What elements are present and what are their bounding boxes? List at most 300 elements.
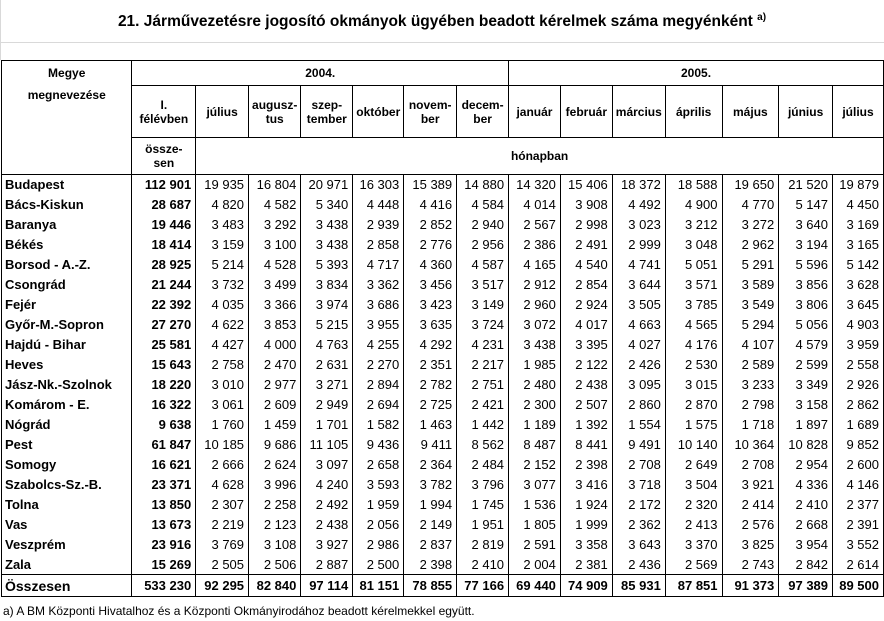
month-value: 2 609 [249,395,301,415]
total-month-value: 91 373 [722,575,779,597]
month-value: 2 414 [722,495,779,515]
month-value: 3 504 [665,475,722,495]
month-value: 3 552 [833,535,884,555]
month-value: 2 631 [301,355,353,375]
month-value: 3 644 [612,275,665,295]
month-value: 3 438 [509,335,561,355]
table-row [2,315,884,335]
month-value: 2 492 [301,495,353,515]
month-value: 4 255 [353,335,404,355]
month-value: 5 291 [722,255,779,275]
month-value: 4 176 [665,335,722,355]
month-value: 3 456 [404,275,457,295]
month-value: 3 571 [665,275,722,295]
month-value: 2 258 [249,495,301,515]
header-month-2004-09-l2: tember [306,111,347,126]
month-value: 1 959 [353,495,404,515]
data-table [1,60,884,597]
header-month-2004-09-l1: szep- [311,97,343,112]
month-value: 4 427 [196,335,249,355]
month-value: 4 336 [779,475,833,495]
month-value: 2 484 [457,455,509,475]
month-value: 10 828 [779,435,833,455]
month-value: 3 517 [457,275,509,295]
header-month-2005-03: március [612,86,665,138]
table-row [2,455,884,475]
month-value: 19 935 [196,175,249,195]
month-value: 1 582 [353,415,404,435]
header-osszesen-l1: össze- [145,142,183,156]
county-name: Szabolcs-Sz.-B. [2,475,132,495]
month-value: 5 056 [779,315,833,335]
table-row [2,175,884,195]
month-value: 2 436 [612,555,665,575]
header-month-2005-02: február [560,86,612,138]
county-total: 13 673 [132,515,196,535]
month-value: 4 579 [779,335,833,355]
month-value: 5 147 [779,195,833,215]
month-value: 2 854 [560,275,612,295]
county-total: 19 446 [132,215,196,235]
month-value: 2 998 [560,215,612,235]
month-value: 3 362 [353,275,404,295]
month-value: 2 567 [509,215,561,235]
month-value: 3 643 [612,535,665,555]
month-value: 4 492 [612,195,665,215]
month-value: 3 505 [612,295,665,315]
month-value: 4 663 [612,315,665,335]
total-row [2,575,884,597]
month-value: 3 149 [457,295,509,315]
month-value: 2 591 [509,535,561,555]
county-name: Somogy [2,455,132,475]
month-value: 3 292 [249,215,301,235]
month-value: 8 562 [457,435,509,455]
month-value: 3 395 [560,335,612,355]
county-total: 23 916 [132,535,196,555]
month-value: 3 769 [196,535,249,555]
month-value: 3 635 [404,315,457,335]
month-value: 3 996 [249,475,301,495]
month-value: 3 233 [722,375,779,395]
month-value: 3 366 [249,295,301,315]
month-value: 2 939 [353,215,404,235]
month-value: 2 624 [249,455,301,475]
county-total: 18 414 [132,235,196,255]
county-total: 16 322 [132,395,196,415]
month-value: 2 558 [833,355,884,375]
month-value: 4 292 [404,335,457,355]
table-body [2,175,884,597]
header-megye: Megye [2,61,132,86]
month-value: 1 536 [509,495,561,515]
month-value: 2 924 [560,295,612,315]
month-value: 3 974 [301,295,353,315]
county-name: Komárom - E. [2,395,132,415]
month-value: 16 303 [353,175,404,195]
month-value: 4 584 [457,195,509,215]
header-osszesen-l2: sen [153,156,175,170]
month-value: 3 782 [404,475,457,495]
month-value: 2 426 [612,355,665,375]
table-row [2,335,884,355]
month-value: 16 804 [249,175,301,195]
month-value: 9 852 [833,435,884,455]
month-value: 2 956 [457,235,509,255]
month-value: 3 908 [560,195,612,215]
header-megnevezese: megnevezése [2,86,132,138]
month-value: 4 027 [612,335,665,355]
month-value: 1 189 [509,415,561,435]
month-value: 2 725 [404,395,457,415]
month-value: 2 999 [612,235,665,255]
month-value: 2 149 [404,515,457,535]
month-value: 2 614 [833,555,884,575]
month-value: 4 900 [665,195,722,215]
month-value: 2 307 [196,495,249,515]
county-total: 15 643 [132,355,196,375]
table-row [2,475,884,495]
month-value: 19 650 [722,175,779,195]
month-value: 4 000 [249,335,301,355]
month-value: 2 386 [509,235,561,255]
month-value: 3 158 [779,395,833,415]
table-row [2,435,884,455]
month-value: 4 240 [301,475,353,495]
month-value: 3 796 [457,475,509,495]
month-value: 1 554 [612,415,665,435]
month-value: 2 506 [249,555,301,575]
month-value: 3 015 [665,375,722,395]
month-value: 5 294 [722,315,779,335]
county-name: Fejér [2,295,132,315]
month-value: 2 758 [196,355,249,375]
table-title-text: 21. Járművezetésre jogosító okmányok ügyében beadott kérelmek száma megyénként [117,13,753,31]
month-value: 3 370 [665,535,722,555]
month-value: 2 949 [301,395,353,415]
month-value: 3 834 [301,275,353,295]
month-value: 21 520 [779,175,833,195]
county-name: Budapest [2,175,132,195]
month-value: 11 105 [301,435,353,455]
month-value: 2 421 [457,395,509,415]
month-value: 3 499 [249,275,301,295]
header-month-2004-08-l1: augusz- [252,97,298,112]
month-value: 4 528 [249,255,301,275]
month-value: 4 763 [301,335,353,355]
month-value: 2 377 [833,495,884,515]
month-value: 4 014 [509,195,561,215]
month-value: 3 212 [665,215,722,235]
header-month-2004-12-l1: decem- [461,97,504,112]
month-value: 4 622 [196,315,249,335]
month-value: 4 146 [833,475,884,495]
month-value: 2 668 [779,515,833,535]
month-value: 5 214 [196,255,249,275]
month-value: 4 582 [249,195,301,215]
month-value: 3 732 [196,275,249,295]
table-row [2,495,884,515]
county-name: Békés [2,235,132,255]
header-month-2004-10: október [356,104,401,119]
month-value: 2 649 [665,455,722,475]
month-value: 2 858 [353,235,404,255]
month-value: 3 108 [249,535,301,555]
county-name: Pest [2,435,132,455]
table-row [2,395,884,415]
total-month-value: 82 840 [249,575,301,597]
month-value: 2 152 [509,455,561,475]
month-value: 5 051 [665,255,722,275]
month-value: 2 500 [353,555,404,575]
header-honapban: hónapban [196,138,884,175]
month-value: 2 569 [665,555,722,575]
month-value: 3 169 [833,215,884,235]
month-value: 4 450 [833,195,884,215]
header-month-2005-05: május [722,86,779,138]
county-total: 21 244 [132,275,196,295]
month-value: 10 364 [722,435,779,455]
month-value: 2 940 [457,215,509,235]
total-month-value: 81 151 [353,575,404,597]
month-value: 2 842 [779,555,833,575]
month-value: 1 805 [509,515,561,535]
total-month-value: 97 389 [779,575,833,597]
month-value: 1 701 [301,415,353,435]
month-value: 4 628 [196,475,249,495]
month-value: 3 272 [722,215,779,235]
month-value: 1 745 [457,495,509,515]
month-value: 1 392 [560,415,612,435]
table-row [2,375,884,395]
month-value: 3 724 [457,315,509,335]
header-month-2004-12-l2: ber [473,111,492,126]
month-value: 4 741 [612,255,665,275]
month-value: 4 231 [457,335,509,355]
month-value: 2 381 [560,555,612,575]
month-value: 2 123 [249,515,301,535]
county-total: 28 925 [132,255,196,275]
month-value: 1 575 [665,415,722,435]
month-value: 5 340 [301,195,353,215]
month-value: 2 837 [404,535,457,555]
month-value: 2 470 [249,355,301,375]
total-month-value: 77 166 [457,575,509,597]
month-value: 2 576 [722,515,779,535]
county-total: 27 270 [132,315,196,335]
month-value: 2 438 [560,375,612,395]
county-name: Hajdú - Bihar [2,335,132,355]
total-month-value: 92 295 [196,575,249,597]
table-row [2,235,884,255]
month-value: 19 879 [833,175,884,195]
month-value: 2 320 [665,495,722,515]
county-name: Zala [2,555,132,575]
header-month-2005-01: január [509,86,561,138]
month-value: 1 951 [457,515,509,535]
month-value: 3 423 [404,295,457,315]
month-value: 4 017 [560,315,612,335]
header-month-2004 [457,86,509,138]
total-month-value: 74 909 [560,575,612,597]
county-name: Vas [2,515,132,535]
county-name: Veszprém [2,535,132,555]
month-value: 15 389 [404,175,457,195]
table-row [2,555,884,575]
month-value: 3 853 [249,315,301,335]
county-total: 112 901 [132,175,196,195]
month-value: 3 100 [249,235,301,255]
month-value: 2 694 [353,395,404,415]
month-value: 4 587 [457,255,509,275]
header-month-2004 [301,86,353,138]
county-total: 61 847 [132,435,196,455]
month-value: 4 416 [404,195,457,215]
month-value: 2 219 [196,515,249,535]
month-value: 2 530 [665,355,722,375]
month-value: 2 438 [301,515,353,535]
total-month-value: 69 440 [509,575,561,597]
header-month-2004 [353,86,404,138]
month-value: 3 023 [612,215,665,235]
month-value: 3 959 [833,335,884,355]
month-value: 3 806 [779,295,833,315]
month-value: 8 441 [560,435,612,455]
month-value: 3 483 [196,215,249,235]
month-value: 2 862 [833,395,884,415]
month-value: 2 410 [457,555,509,575]
county-total: 15 269 [132,555,196,575]
county-name: Csongrád [2,275,132,295]
month-value: 2 870 [665,395,722,415]
header-month-2004-07: július [206,104,238,119]
month-value: 10 185 [196,435,249,455]
month-value: 2 362 [612,515,665,535]
month-value: 2 217 [457,355,509,375]
month-value: 3 856 [779,275,833,295]
month-value: 2 122 [560,355,612,375]
month-value: 3 438 [301,235,353,255]
table-row [2,355,884,375]
month-value: 2 954 [779,455,833,475]
table-row [2,255,884,275]
month-value: 2 507 [560,395,612,415]
month-value: 1 689 [833,415,884,435]
month-value: 4 903 [833,315,884,335]
month-value: 3 416 [560,475,612,495]
month-value: 1 459 [249,415,301,435]
month-value: 3 645 [833,295,884,315]
month-value: 2 300 [509,395,561,415]
month-value: 2 410 [779,495,833,515]
county-total: 22 392 [132,295,196,315]
month-value: 2 398 [560,455,612,475]
month-value: 2 960 [509,295,561,315]
title-footnote-marker: a) [757,12,767,23]
month-value: 1 924 [560,495,612,515]
month-value: 3 048 [665,235,722,255]
month-value: 2 860 [612,395,665,415]
table-row [2,515,884,535]
month-value: 4 717 [353,255,404,275]
month-value: 3 095 [612,375,665,395]
month-value: 3 438 [301,215,353,235]
month-value: 10 140 [665,435,722,455]
month-value: 5 596 [779,255,833,275]
header-month-2004 [404,86,457,138]
month-value: 2 600 [833,455,884,475]
header-month-2004-11-l2: ber [420,111,440,126]
month-value: 14 320 [509,175,561,195]
county-total: 9 638 [132,415,196,435]
total-month-value: 89 500 [833,575,884,597]
month-value: 4 360 [404,255,457,275]
month-value: 3 593 [353,475,404,495]
month-value: 3 349 [779,375,833,395]
month-value: 2 751 [457,375,509,395]
header-month-2005-06: június [779,86,833,138]
month-value: 4 565 [665,315,722,335]
month-value: 4 820 [196,195,249,215]
month-value: 3 825 [722,535,779,555]
county-name: Tolna [2,495,132,515]
month-value: 2 172 [612,495,665,515]
month-value: 14 880 [457,175,509,195]
header-month-2004 [249,86,301,138]
month-value: 2 986 [353,535,404,555]
month-value: 9 491 [612,435,665,455]
header-i-felevben-l1: I. [160,97,168,112]
month-value: 2 351 [404,355,457,375]
county-name: Heves [2,355,132,375]
month-value: 1 999 [560,515,612,535]
month-value: 1 897 [779,415,833,435]
month-value: 2 782 [404,375,457,395]
month-value: 4 540 [560,255,612,275]
county-name: Borsod - A.-Z. [2,255,132,275]
month-value: 2 798 [722,395,779,415]
month-value: 2 819 [457,535,509,555]
month-value: 3 358 [560,535,612,555]
month-value: 3 640 [779,215,833,235]
header-month-2004 [196,86,249,138]
header-month-2005-07: július [833,86,884,138]
month-value: 5 215 [301,315,353,335]
month-value: 1 442 [457,415,509,435]
month-value: 4 448 [353,195,404,215]
table-row [2,275,884,295]
month-value: 2 413 [665,515,722,535]
month-value: 2 708 [612,455,665,475]
footnote: a) A BM Központi Hivatalhoz és a Központi Okmányirodához beadott kérelmekkel együtt. [3,604,475,618]
month-value: 3 955 [353,315,404,335]
month-value: 9 436 [353,435,404,455]
header-year-2005: 2005. [509,61,884,86]
month-value: 3 718 [612,475,665,495]
header-month-2004-08-l2: tus [265,111,284,126]
county-name: Győr-M.-Sopron [2,315,132,335]
month-value: 4 107 [722,335,779,355]
month-value: 8 487 [509,435,561,455]
month-value: 2 912 [509,275,561,295]
month-value: 3 061 [196,395,249,415]
header-i-felevben [132,86,196,138]
month-value: 3 589 [722,275,779,295]
table-row [2,215,884,235]
county-name: Jász-Nk.-Szolnok [2,375,132,395]
county-name: Baranya [2,215,132,235]
month-value: 3 271 [301,375,353,395]
